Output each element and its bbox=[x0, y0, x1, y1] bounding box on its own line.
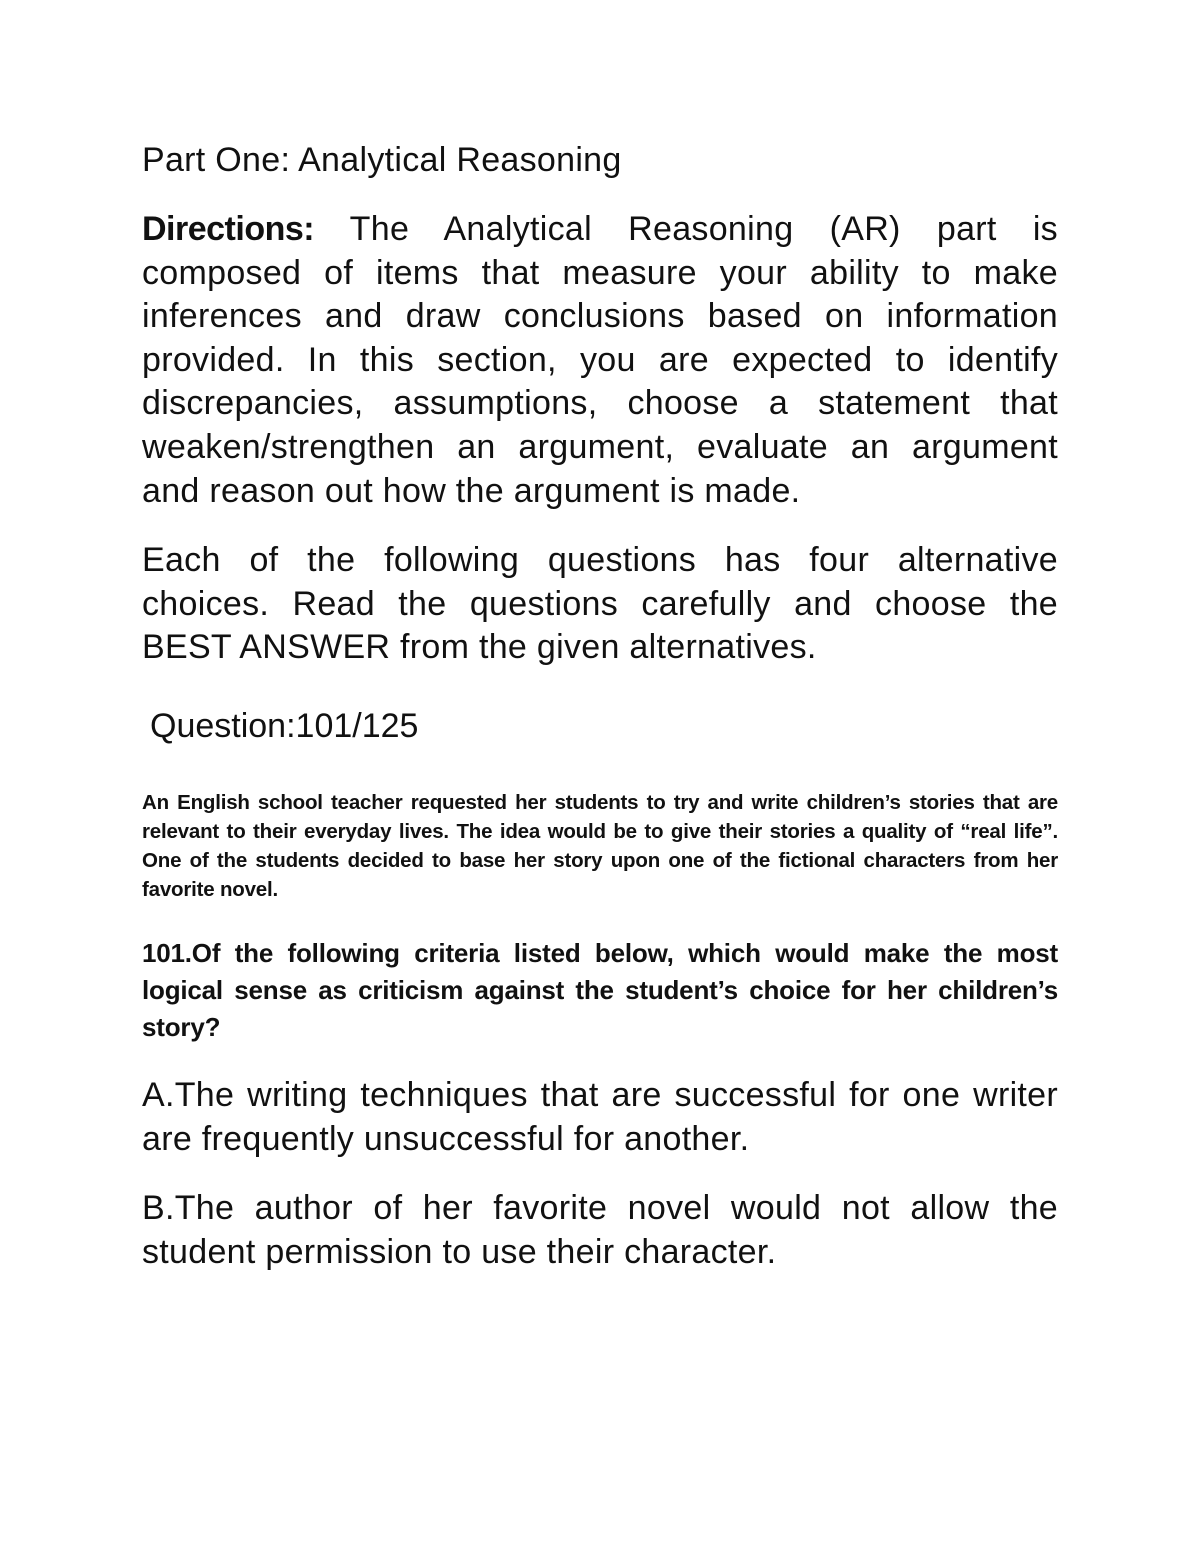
instructions-paragraph: Each of the following questions has four alternative choices. Read the questions carefully and choose the BEST ANSWER from the given alternatives. bbox=[142, 541, 1058, 667]
answer-choice-a: A.The writing techniques that are successful for one writer are frequently unsuccessful for another. bbox=[142, 1075, 1058, 1158]
section-title: Part One: Analytical Reasoning bbox=[142, 141, 622, 179]
question-passage: An English school teacher requested her students to try and write children’s stories that are relevant to their everyday lives. The idea would be to give their stories a quality of “real life”. One of the students decided to base her story upon one of the fictional characters from her favorite novel. bbox=[142, 790, 1058, 901]
document-page bbox=[142, 138, 1058, 1300]
directions-label: Directions: bbox=[142, 210, 315, 248]
question-stem: 101.Of the following criteria listed below, which would make the most logical sense as criticism against the student’s choice for her children’s story? bbox=[142, 937, 1058, 1042]
directions-paragraph bbox=[142, 208, 1058, 513]
question-counter: Question:101/125 bbox=[150, 706, 419, 745]
directions-text: The Analytical Reasoning (AR) part is composed of items that measure your ability to make inferences and draw conclusions based on information provided. In this section, you are expected to identify discrepancies, assumptions, choose a statement that weaken/strengthen an argument, evaluate an argument and reason out how the argument is made. bbox=[142, 210, 1058, 510]
answer-choice-b: B.The author of her favorite novel would not allow the student permission to use their character. bbox=[142, 1189, 1058, 1271]
